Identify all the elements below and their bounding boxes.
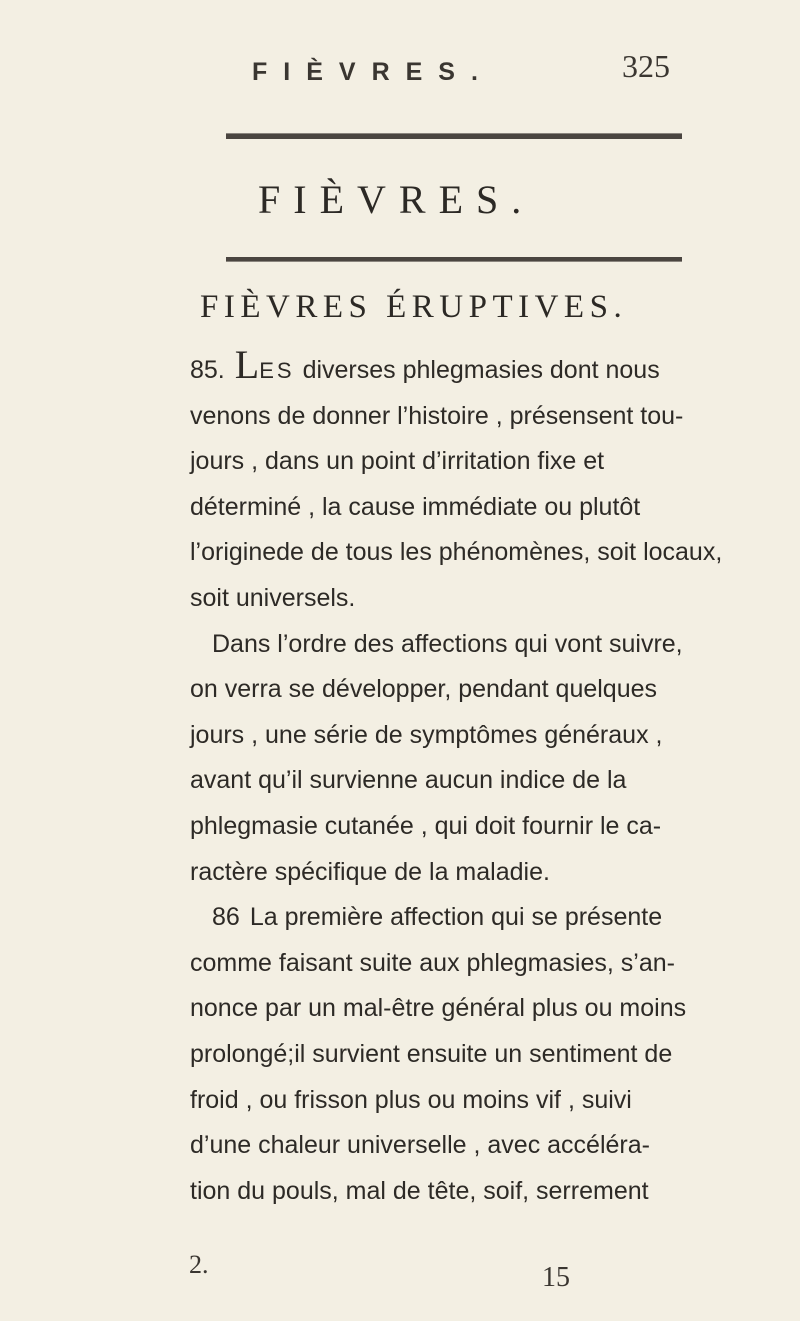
text-line: phlegmasie cutanée , qui doit fournir le ca- <box>190 811 662 840</box>
text-line: froid , ou frisson plus ou moins vif , suivi <box>190 1085 632 1114</box>
paragraph-number: 86 <box>212 903 240 932</box>
text-line: l’originede de tous les phénomènes, soit locaux, <box>190 538 723 567</box>
text-line: jours , une série de symptômes généraux , <box>190 720 663 749</box>
text-line: diverses phlegmasies dont nous <box>302 356 660 384</box>
page-number: 325 <box>622 48 670 84</box>
section-title: FIÈVRES. <box>258 177 535 222</box>
text-line: tion du pouls, mal de tête, soif, serrement <box>190 1176 649 1205</box>
subsection-title: FIÈVRES ÉRUPTIVES. <box>200 289 628 325</box>
text-line: ractère spécifique de la maladie. <box>190 857 550 886</box>
smallcaps: ES <box>259 358 295 383</box>
body-text <box>190 342 723 1214</box>
text-line: déterminé , la cause immédiate ou plutôt <box>190 492 641 521</box>
text-line: comme faisant suite aux phlegmasies, s’an- <box>190 948 675 977</box>
text-line: La première affection qui se présente <box>249 903 663 932</box>
top-rule <box>226 133 682 139</box>
text-line: nonce par un mal-être général plus ou moins <box>190 994 687 1023</box>
paragraph-86 <box>190 895 720 1214</box>
paragraph-number: 85. <box>190 356 225 384</box>
text-line: venons de donner l’histoire , présensent tou- <box>190 401 684 430</box>
text-line: jours , dans un point d’irritation fixe et <box>190 447 605 476</box>
text-line: soit universels. <box>190 583 356 612</box>
paragraph-86-first-line <box>190 895 720 941</box>
dropcap: L <box>234 342 260 387</box>
bottom-rule <box>226 257 682 262</box>
text-line: prolongé;il survient ensuite un sentiment de <box>190 1039 673 1068</box>
text-line: on verra se développer, pendant quelques <box>190 675 658 704</box>
signature-mark: 2. <box>189 1250 209 1279</box>
folio-number: 15 <box>542 1262 570 1293</box>
text-line: d’une chaleur universelle , avec accéléra- <box>190 1131 650 1160</box>
paragraph-85 <box>190 342 723 622</box>
paragraph-dans <box>190 622 720 896</box>
text-line: Dans l’ordre des affections qui vont suivre, <box>212 629 683 658</box>
paragraph-85-first-line <box>190 342 720 394</box>
text-line: avant qu’il survienne aucun indice de la <box>190 766 627 795</box>
running-title: FIÈVRES. <box>252 58 494 86</box>
